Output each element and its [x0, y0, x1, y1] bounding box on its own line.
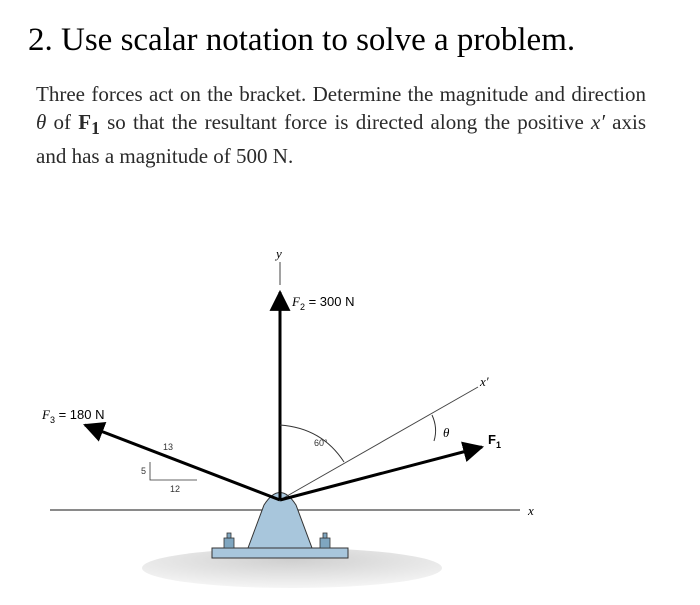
y-axis-label: y — [276, 246, 282, 261]
slope-vert-label: 5 — [141, 466, 147, 476]
base-plate — [212, 548, 348, 558]
problem-text-3: so that the resultant force is directed along the positive — [99, 110, 592, 134]
problem-text-1: Three forces act on the bracket. Determine the magnitude and direction — [36, 82, 646, 106]
bolt-left — [224, 533, 234, 548]
bracket-body — [248, 493, 312, 549]
f3-label: $F_3 = 180$ N — [42, 407, 105, 425]
angle-60-arc — [280, 425, 344, 462]
f1-letter: F — [78, 110, 92, 134]
xprime-label: x′ — [480, 374, 489, 389]
bolt-right — [320, 533, 330, 548]
f1-label: $F_1$ — [488, 432, 501, 450]
theta-label: θ — [443, 425, 450, 440]
slope-horiz-label: 12 — [170, 484, 181, 494]
xprime-symbol: x′ — [591, 110, 605, 134]
slope-hyp-label: 13 — [163, 442, 174, 452]
theta-arc — [432, 415, 436, 441]
problem-text-4: axis and has a magnitude of 500 N. — [36, 110, 647, 169]
f1-force-arrow — [280, 447, 482, 500]
f3-force-arrow — [85, 425, 280, 500]
angle-60-label: 60° — [314, 438, 328, 448]
problem-heading: 2. Use scalar notation to solve a problem. — [28, 22, 576, 58]
x-axis-label: x — [528, 503, 534, 518]
problem-text-2: of — [46, 110, 79, 134]
f2-label: $F_2 = 300$ N — [292, 294, 355, 312]
theta-symbol: θ — [36, 110, 47, 134]
xprime-axis-line — [280, 387, 478, 500]
f1-subscript: 1 — [91, 118, 100, 139]
